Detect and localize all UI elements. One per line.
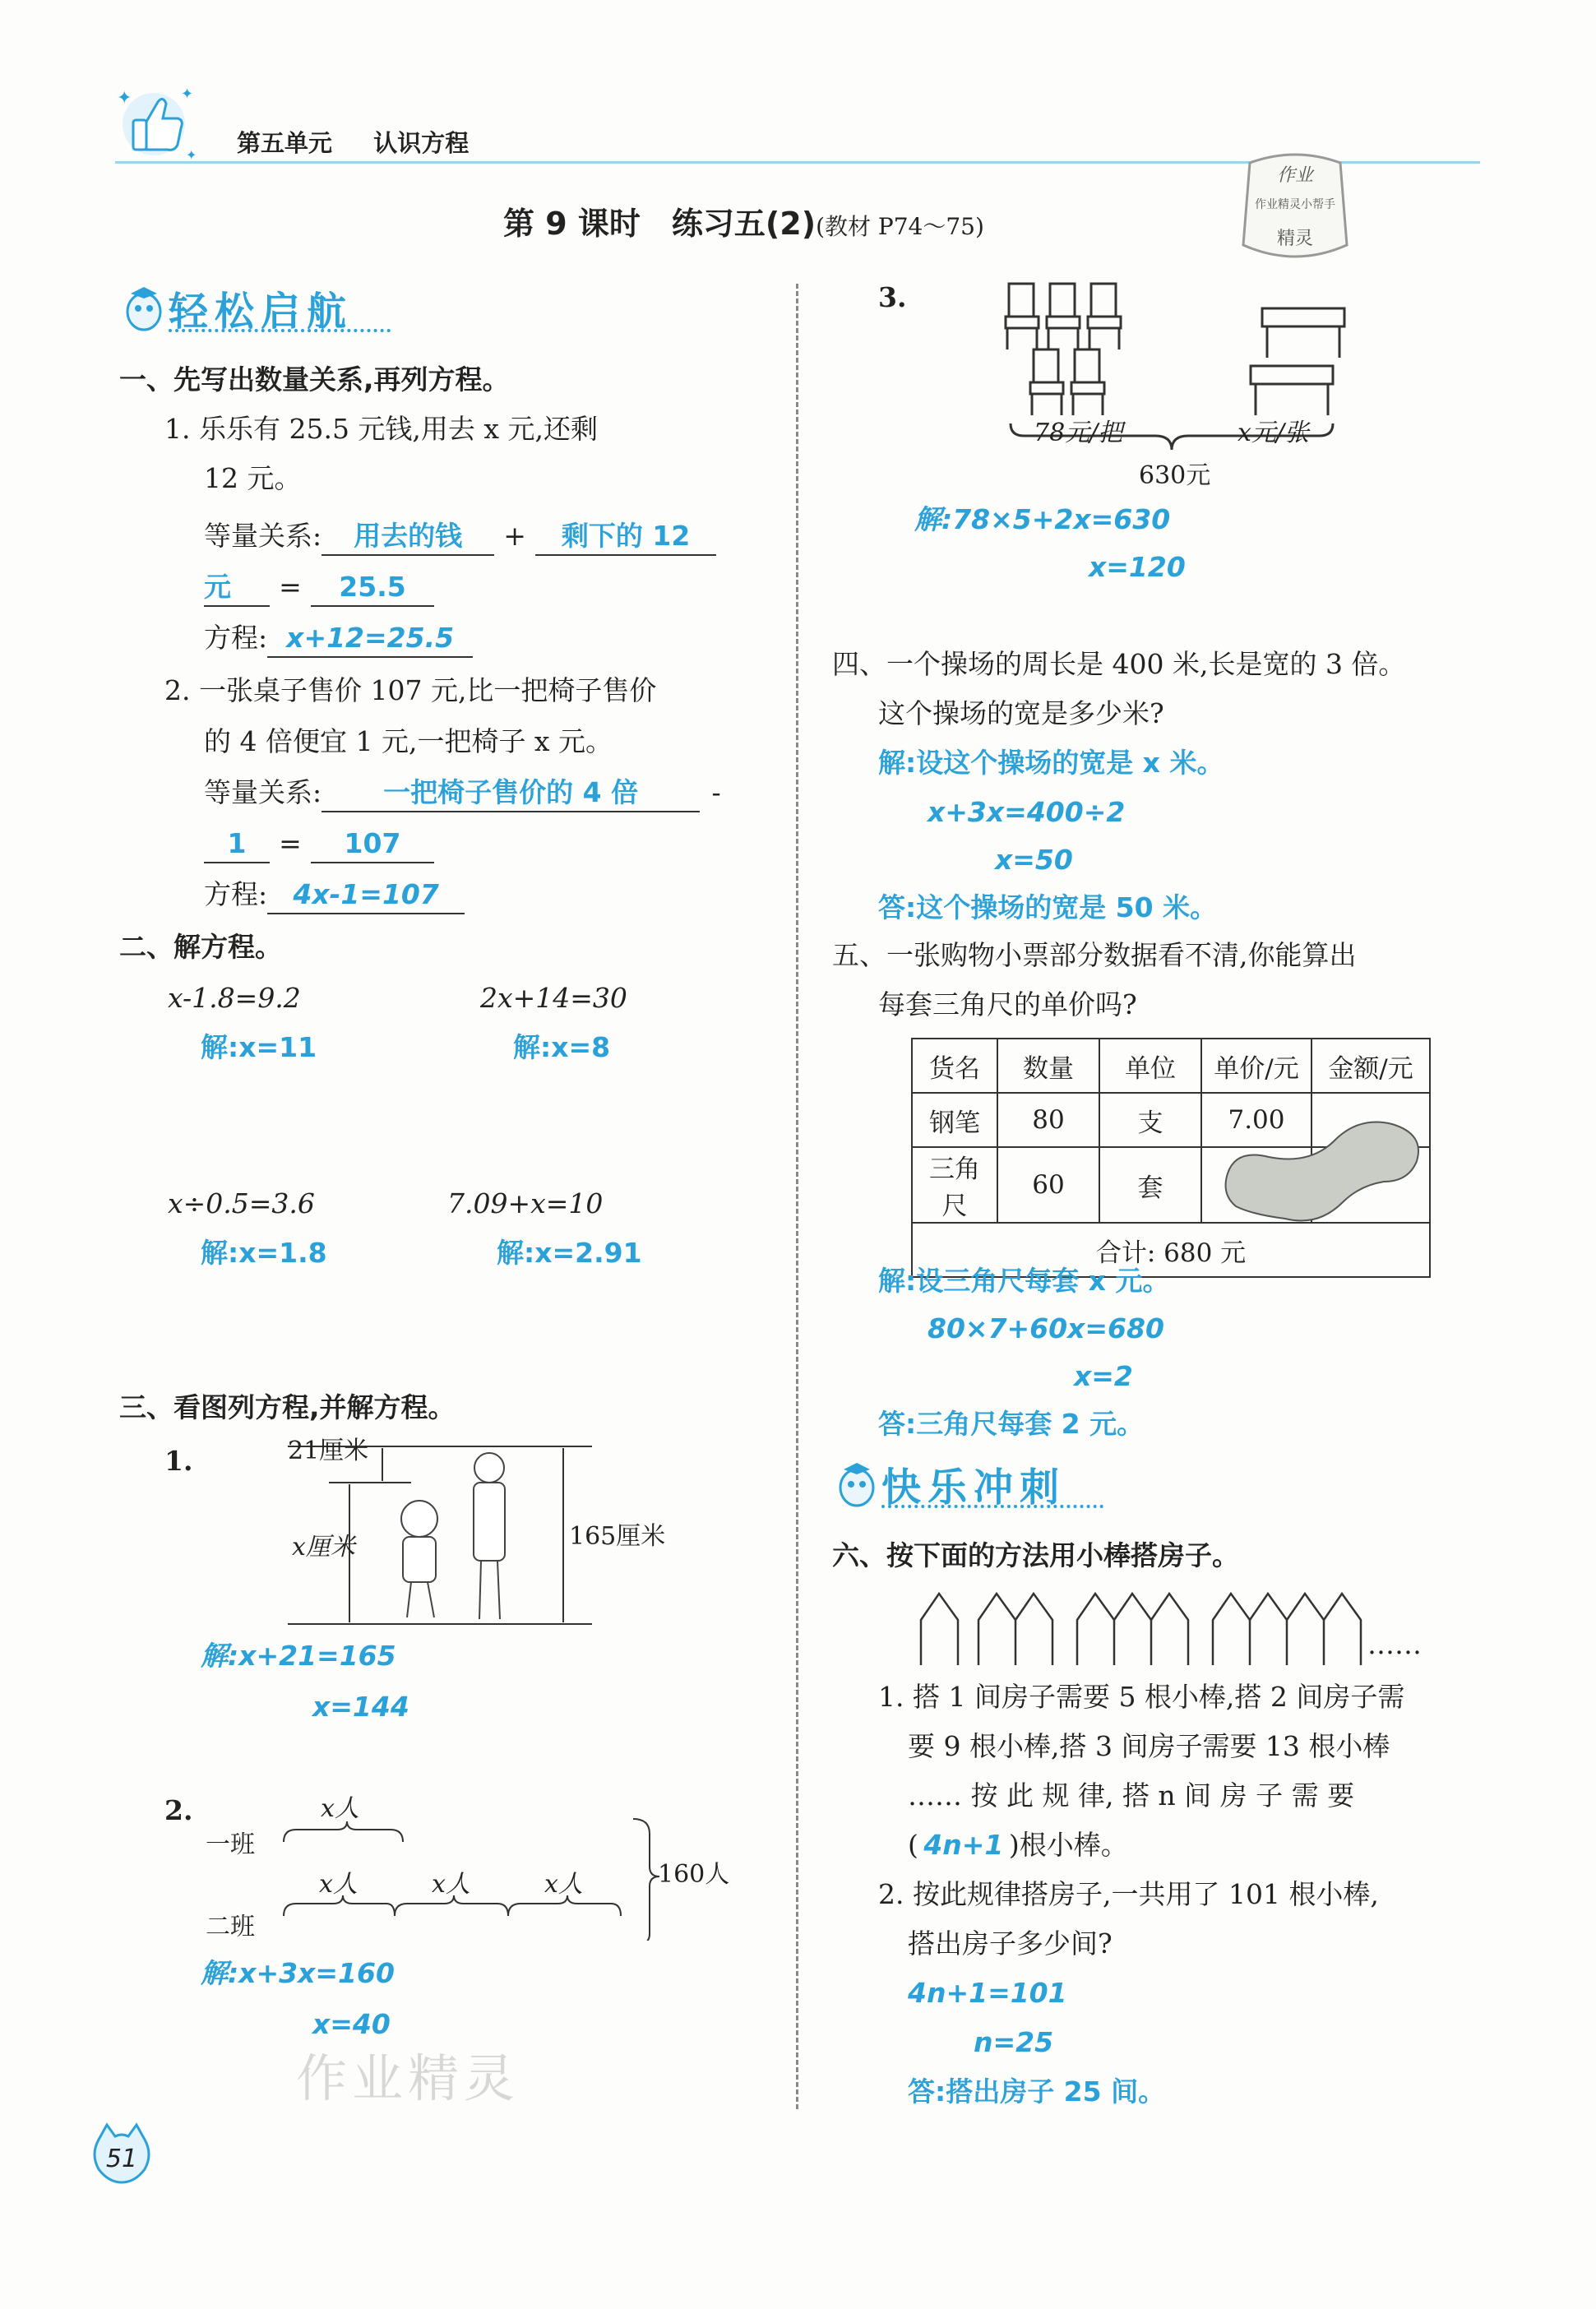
q6-p2-line2: 搭出房子多少间?: [908, 1927, 1113, 1960]
receipt-header: 单位: [1099, 1039, 1201, 1093]
receipt-cell: 80: [997, 1093, 1099, 1147]
q1-p1-equation: 方程: x+12=25.5: [204, 620, 473, 658]
q2-eq3: x÷0.5=3.6: [168, 1187, 315, 1219]
chair-price-label: 78元/把: [1034, 419, 1123, 447]
q2-ans2: 解:x=8: [513, 1031, 611, 1063]
owl-icon: [832, 1460, 881, 1509]
receipt-cell: 三角尺: [912, 1147, 997, 1223]
banner-happy-sprint: 快乐冲刺: [832, 1455, 1112, 1513]
stick-houses: [917, 1587, 1435, 1669]
receipt-header: 金额/元: [1311, 1039, 1430, 1093]
class1-label: 一班: [206, 1830, 255, 1859]
q6-ans1: 4n+1=101: [908, 1977, 1067, 2009]
q2-eq4: 7.09+x=10: [447, 1187, 604, 1219]
class2-x1: x人: [319, 1870, 358, 1899]
svg-text:✦: ✦: [186, 147, 197, 161]
q5-ans4: 答:三角尺每套 2 元。: [878, 1408, 1145, 1440]
page-number-badge: 51: [89, 2122, 155, 2184]
class-diagram: [206, 1784, 732, 1941]
q6-ans2: n=25: [974, 2026, 1054, 2058]
column-divider: [796, 284, 798, 2109]
d1-right-label: 165厘米: [569, 1522, 666, 1551]
q6-p1-line4: ( 4n+1 )根小棒。: [908, 1829, 1128, 1861]
q3-ans1-l1: 解:x+21=165: [201, 1640, 396, 1672]
q4-ans4: 答:这个操场的宽是 50 米。: [878, 891, 1218, 923]
q2-ans3: 解:x=1.8: [201, 1237, 327, 1269]
q5-line2: 每套三角尺的单价吗?: [878, 988, 1137, 1020]
receipt-cell: 支: [1099, 1093, 1201, 1147]
topic-label: 认识方程: [373, 129, 470, 157]
q3-title: 三、看图列方程,并解方程。: [119, 1391, 456, 1423]
q1-p1-relation: 等量关系: 用去的钱 + 剩下的 12: [204, 518, 716, 556]
furniture-diagram: [999, 275, 1361, 497]
q1-p2-line1: 2. 一张桌子售价 107 元,比一把椅子售价: [164, 674, 657, 706]
banner-easy-start: 轻松启航: [119, 280, 399, 337]
sum-label: 630元: [1139, 461, 1211, 490]
q3-ans2-l1: 解:x+3x=160: [201, 1957, 395, 1989]
q6-p2-line1: 2. 按此规律搭房子,一共用了 101 根小棒,: [878, 1878, 1379, 1910]
height-diagram: [280, 1437, 666, 1628]
q3-n2: 2.: [164, 1794, 193, 1826]
q1-p2-line2: 的 4 倍便宜 1 元,一把椅子 x 元。: [204, 725, 613, 757]
receipt-cell: 60: [997, 1147, 1099, 1223]
receipt-header: 单价/元: [1201, 1039, 1311, 1093]
q2-ans1: 解:x=11: [201, 1031, 317, 1063]
thumbs-up-icon: [109, 79, 199, 161]
q1-p2-equation: 方程: 4x-1=107: [204, 877, 465, 914]
svg-text:✦: ✦: [181, 86, 194, 103]
receipt-cell: 套: [1099, 1147, 1201, 1223]
q4-line1: 四、一个操场的周长是 400 米,长是宽的 3 倍。: [832, 648, 1406, 680]
q1-p2-relation-cont: 1 = 107: [204, 826, 434, 863]
receipt-cell: 钢笔: [912, 1093, 997, 1147]
q3-n3: 3.: [878, 281, 907, 313]
unit-label: 第五单元: [237, 129, 333, 157]
receipt-total: 合计: 680 元: [912, 1223, 1430, 1277]
q1-p1-line1: 1. 乐乐有 25.5 元钱,用去 x 元,还剩: [164, 413, 599, 445]
q1-title: 一、先写出数量关系,再列方程。: [119, 363, 510, 396]
q4-ans2: x+3x=400÷2: [928, 796, 1126, 828]
q3-ans2-l2: x=40: [312, 2008, 391, 2040]
q2-eq1: x-1.8=9.2: [168, 982, 301, 1014]
class2-label: 二班: [206, 1913, 255, 1941]
houses-dots: ……: [1367, 1628, 1422, 1660]
q6-title: 六、按下面的方法用小棒搭房子。: [832, 1539, 1239, 1571]
q4-ans3: x=50: [995, 844, 1073, 876]
q6-ans3: 答:搭出房子 25 间。: [908, 2075, 1166, 2108]
q4-ans1: 解:设这个操场的宽是 x 米。: [878, 747, 1224, 779]
total-label: 160人: [658, 1860, 730, 1889]
q1-p1-line2: 12 元。: [204, 462, 302, 494]
receipt-header: 数量: [997, 1039, 1099, 1093]
q6-p1-line2: 要 9 根小棒,搭 3 间房子需要 13 根小棒: [908, 1730, 1390, 1762]
q2-eq2: 2x+14=30: [480, 982, 627, 1014]
q2-title: 二、解方程。: [119, 931, 282, 963]
class1-x: x人: [321, 1794, 359, 1823]
q6-p1-line3: …… 按 此 规 律, 搭 n 间 房 子 需 要: [908, 1779, 1355, 1812]
d1-top-label: 21厘米: [288, 1437, 369, 1465]
q6-p1-line1: 1. 搭 1 间房子需要 5 根小棒,搭 2 间房子需: [878, 1681, 1405, 1713]
q5-ans2: 80×7+60x=680: [928, 1312, 1164, 1344]
q5-line1: 五、一张购物小票部分数据看不清,你能算出: [832, 939, 1357, 971]
receipt-header: 货名: [912, 1039, 997, 1093]
q3-n1: 1.: [164, 1445, 193, 1477]
watermark-left: 作业精灵: [296, 2048, 520, 2108]
stamp: 作业 作业精灵小帮手 精灵: [1233, 146, 1357, 270]
q1-p1-relation-cont: 元 = 25.5: [204, 569, 434, 607]
q5-ans3: x=2: [1074, 1360, 1133, 1392]
d1-left-label: x厘米: [292, 1533, 355, 1562]
receipt-table: [911, 1038, 1431, 1278]
class2-x2: x人: [432, 1870, 470, 1899]
receipt-cell: 7.00: [1201, 1093, 1311, 1147]
q4-line2: 这个操场的宽是多少米?: [878, 697, 1164, 729]
table-price-label: x元/张: [1237, 419, 1310, 447]
q1-p2-relation: 等量关系: 一把椅子售价的 4 倍 -: [204, 775, 733, 812]
owl-icon: [119, 284, 169, 333]
svg-text:✦: ✦: [117, 88, 132, 109]
q3-ans1-l2: x=144: [312, 1691, 409, 1723]
q3-ans3-l1: 解:78×5+2x=630: [914, 503, 1171, 535]
ink-blot: [1219, 1116, 1450, 1231]
q5-ans1: 解:设三角尺每套 x 元。: [878, 1265, 1170, 1297]
q2-ans4: 解:x=2.91: [497, 1237, 642, 1269]
class2-x3: x人: [544, 1870, 583, 1899]
q3-ans3-l2: x=120: [1089, 551, 1186, 583]
page-title: 第 9 课时 练习五(2)(教材 P74～75): [503, 206, 984, 242]
